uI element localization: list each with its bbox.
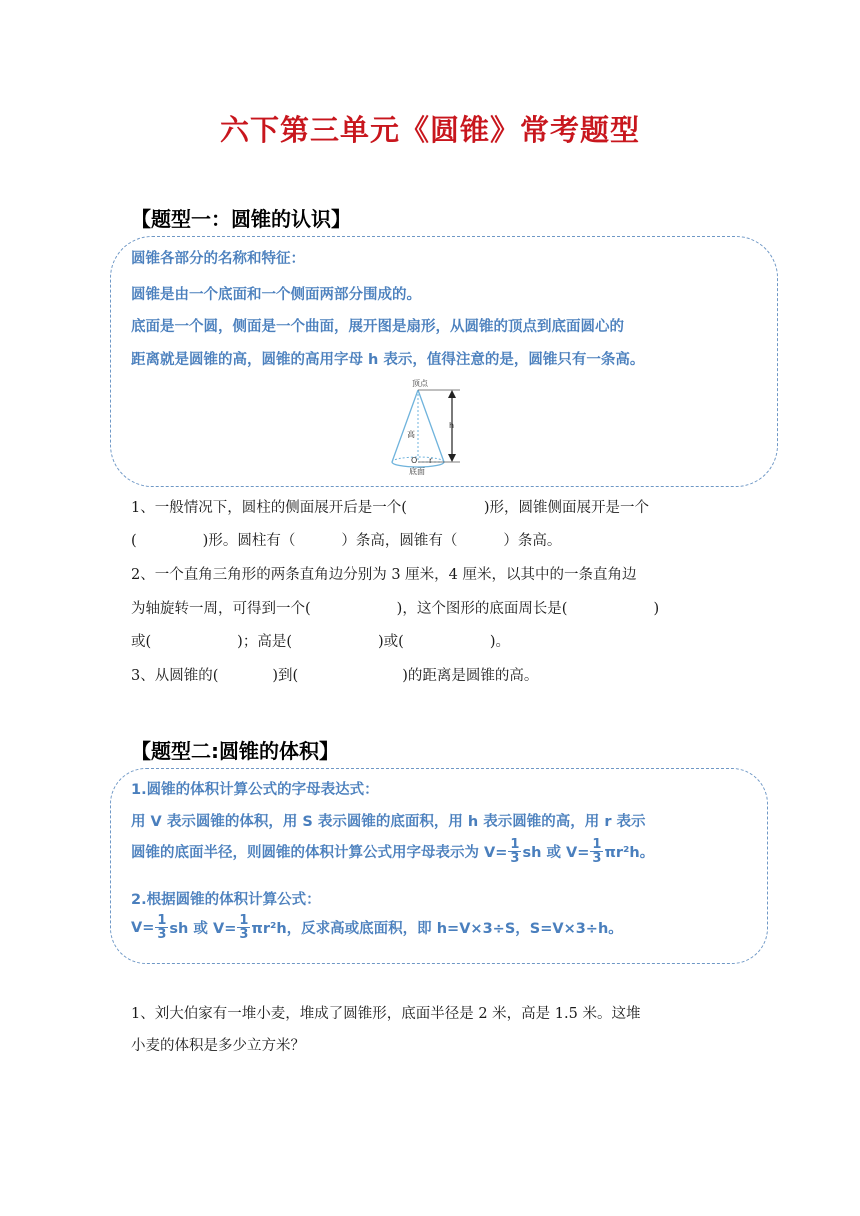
section-heading-2: 【题型二:圆锥的体积】 [131, 739, 339, 763]
box1-line-4: 距离就是圆锥的高，圆锥的高用字母 h 表示，值得注意的是，圆锥只有一条高。 [131, 352, 645, 368]
box2-line-4: 2.根据圆锥的体积计算公式： [131, 892, 321, 908]
label-o: O [411, 456, 418, 465]
fraction-one-third: $\frac{1}{3}$ [239, 913, 249, 942]
question-3: 3、从圆锥的( )到( )的距离是圆锥的高。 [131, 668, 539, 684]
box1-line-2: 圆锥是由一个底面和一个侧面两部分围成的。 [131, 287, 421, 303]
box2-line-3: 圆锥的底面半径，则圆锥的体积计算公式用字母表示为 V= $\frac{1}{3}$ sh 或 V= $\frac{1}{3}$ πr²h。 [131, 837, 655, 866]
fraction-one-third: $\frac{1}{3}$ [510, 837, 520, 866]
label-height: 高 [407, 430, 415, 439]
box2-line-5: V= $\frac{1}{3}$ sh 或 V= $\frac{1}{3}$ πr²h，反求高或底面积，即 h=V×3÷S，S=V×3÷h。 [131, 913, 623, 942]
question-1-line-1: 1、一般情况下，圆柱的侧面展开后是一个( )形，圆锥侧面展开是一个 [131, 500, 650, 516]
section-heading-1: 【题型一：圆锥的认识】 [131, 207, 351, 231]
problem-1-line-1: 1、刘大伯家有一堆小麦，堆成了圆锥形，底面半径是 2 米，高是 1.5 米。这堆 [131, 1006, 641, 1022]
box2-line-1: 1.圆锥的体积计算公式的字母表达式： [131, 782, 379, 798]
box2-line-2: 用 V 表示圆锥的体积，用 S 表示圆锥的底面积，用 h 表示圆锥的高，用 r 表示 [131, 814, 646, 830]
page-title: 六下第三单元《圆锥》常考题型 [219, 113, 640, 147]
label-h: h [449, 421, 455, 430]
question-1-line-2: ( )形。圆柱有（ ）条高，圆锥有（ ）条高。 [131, 533, 562, 549]
label-r: r [429, 456, 433, 465]
label-apex: 顶点 [412, 379, 428, 388]
label-base: 底面 [409, 467, 425, 476]
question-2-line-2: 为轴旋转一周，可得到一个( )，这个图形的底面周长是( ) [131, 601, 660, 617]
question-2-line-1: 2、一个直角三角形的两条直角边分别为 3 厘米，4 厘米，以其中的一条直角边 [131, 567, 637, 583]
box1-line-3: 底面是一个圆，侧面是一个曲面，展开图是扇形，从圆锥的顶点到底面圆心的 [131, 319, 624, 335]
problem-1-line-2: 小麦的体积是多少立方米？ [131, 1038, 305, 1054]
fraction-one-third: $\frac{1}{3}$ [157, 913, 167, 942]
question-2-line-3: 或( )；高是( )或( )。 [131, 634, 510, 650]
fraction-one-third: $\frac{1}{3}$ [592, 837, 602, 866]
box1-line-1: 圆锥各部分的名称和特征： [131, 251, 305, 267]
